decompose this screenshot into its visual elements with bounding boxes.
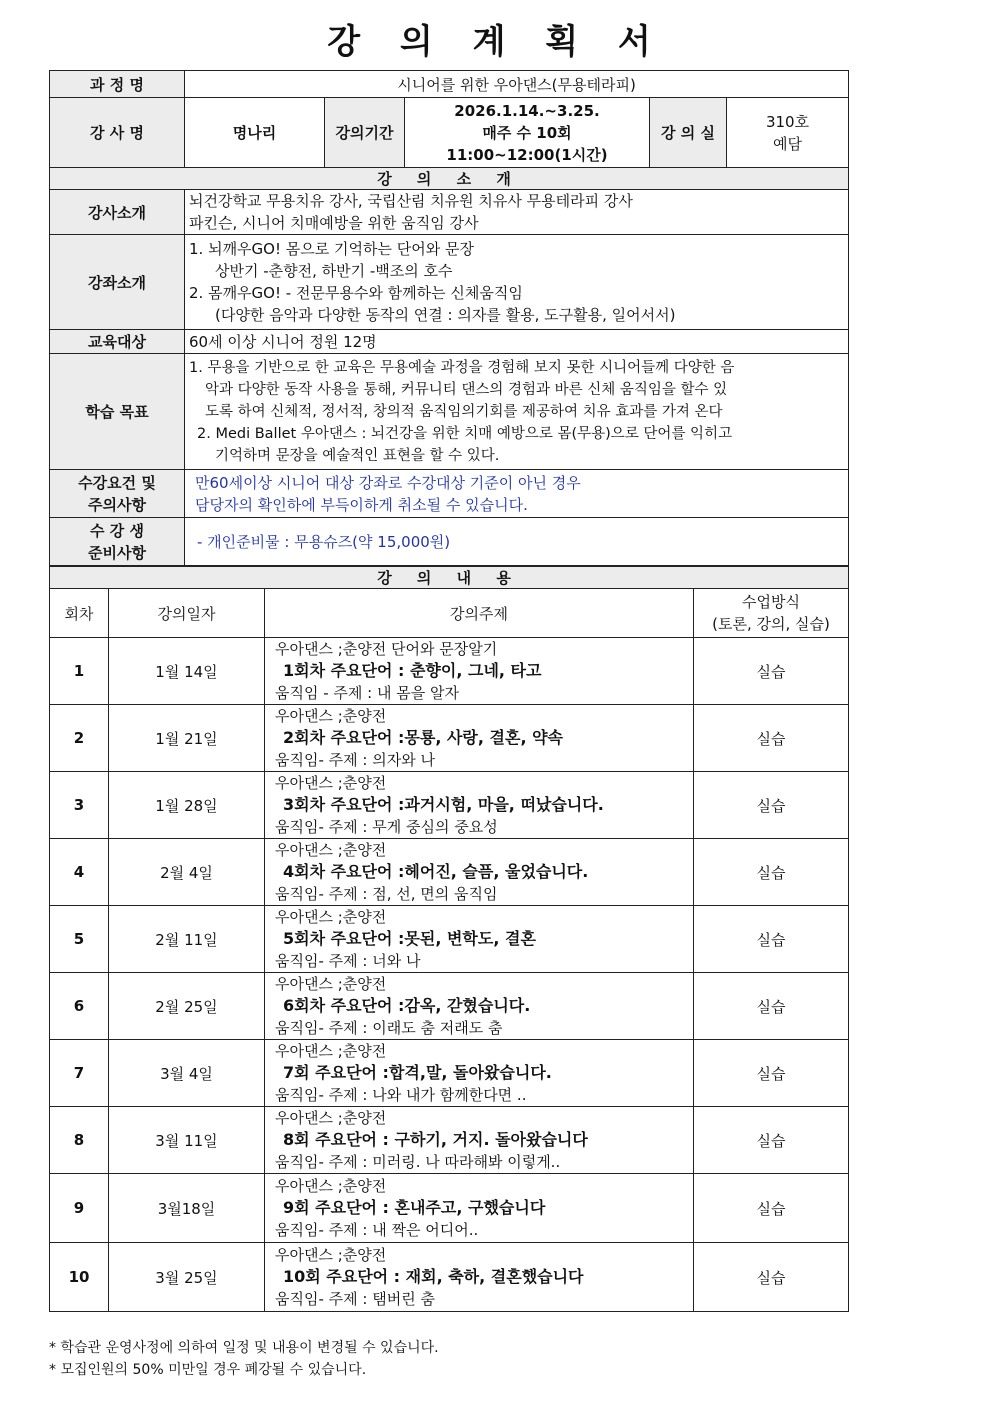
- period-value: [405, 98, 650, 168]
- schedule-row: [50, 1174, 849, 1243]
- session-date: 2월 11일: [109, 906, 265, 973]
- schedule-row: [50, 1243, 849, 1312]
- header-topic: 강의주제: [265, 589, 694, 638]
- topic-line: 우아댄스 ;춘양전: [275, 1177, 387, 1195]
- topic-movement: 움직임- 주제 : 무게 중심의 중요성: [275, 818, 498, 836]
- topic-movement: 움직임- 주제 : 미러링. 나 따라해봐 이렇게..: [275, 1153, 561, 1171]
- bio-line: 뇌건강학교 무용치유 강사, 국립산림 치유원 치유사 무용테라피 강사: [189, 192, 633, 210]
- session-method: 실습: [694, 705, 849, 772]
- lecture-line: 2. 몸깨우GO! - 전문무용수와 함께하는 신체움직임: [189, 284, 523, 302]
- topic-line: 우아댄스 ;춘양전 단어와 문장알기: [275, 640, 498, 658]
- goal-line: 기억하며 문장을 예술적인 표현을 할 수 있다.: [215, 447, 500, 464]
- room-name: 예담: [773, 134, 803, 153]
- target-value: 60세 이상 시니어 정원 12명: [185, 330, 849, 354]
- period-label: 강의기간: [325, 98, 405, 168]
- target-label: 교육대상: [50, 330, 185, 354]
- schedule-row: [50, 1107, 849, 1174]
- room-number: 310호: [765, 112, 810, 131]
- topic-movement: 움직임 - 주제 : 내 몸을 알자: [275, 684, 459, 702]
- session-date: 3월 4일: [109, 1040, 265, 1107]
- session-number: 3: [50, 772, 109, 839]
- session-number: 7: [50, 1040, 109, 1107]
- goal-line: 1. 무용을 기반으로 한 교육은 무용예술 과정을 경험해 보지 못한 시니어들께 다양한 음: [189, 359, 735, 376]
- schedule-row: [50, 906, 849, 973]
- course-name-value: 시니어를 위한 우아댄스(무용테라피): [185, 71, 849, 98]
- bio-label: 강사소개: [50, 190, 185, 235]
- goal-line: 도록 하여 신체적, 정서적, 창의적 움직임의기회를 제공하여 치유 효과를 가져 온다: [205, 403, 723, 420]
- session-method: 실습: [694, 1107, 849, 1174]
- topic-movement: 움직임- 주제 : 이래도 춤 저래도 춤: [275, 1019, 503, 1037]
- topic-keywords: 3회차 주요단어 :과거시험, 마을, 떠났습니다.: [283, 795, 604, 814]
- session-topic: [265, 1107, 694, 1174]
- topic-line: 우아댄스 ;춘양전: [275, 1246, 387, 1264]
- goal-line: 2. Medi Ballet 우아댄스 : 뇌건강을 위한 치매 예방으로 몸(무용)으로 단어를 익히고: [197, 425, 733, 442]
- header-session: 회차: [50, 589, 109, 638]
- goal-value: [185, 354, 849, 470]
- schedule-table: [49, 566, 849, 1312]
- document-title: 강 의 계 획 서: [327, 22, 665, 62]
- session-topic: [265, 705, 694, 772]
- topic-keywords: 6회차 주요단어 :감옥, 갇혔습니다.: [283, 996, 531, 1015]
- session-topic: [265, 1040, 694, 1107]
- period-time: 11:00~12:00(1시간): [446, 145, 608, 164]
- topic-line: 우아댄스 ;춘양전: [275, 1042, 387, 1060]
- topic-movement: 움직임- 주제 : 탬버린 춤: [275, 1290, 435, 1308]
- schedule-row: [50, 839, 849, 906]
- session-number: 10: [50, 1243, 109, 1312]
- preparation-label-line: 수 강 생: [90, 521, 144, 540]
- session-date: 1월 21일: [109, 705, 265, 772]
- topic-keywords: 2회차 주요단어 :몽룡, 사랑, 결혼, 약속: [283, 728, 564, 747]
- room-label: 강 의 실: [650, 98, 727, 168]
- session-date: 2월 25일: [109, 973, 265, 1040]
- topic-line: 우아댄스 ;춘양전: [275, 975, 387, 993]
- header-method: [694, 589, 849, 638]
- session-number: 1: [50, 638, 109, 705]
- lecture-intro-value: [185, 235, 849, 330]
- lecture-intro-label: 강좌소개: [50, 235, 185, 330]
- session-topic: [265, 772, 694, 839]
- requirements-value: [185, 470, 849, 518]
- session-method: 실습: [694, 906, 849, 973]
- footnote: * 모집인원의 50% 미만일 경우 폐강될 수 있습니다.: [49, 1362, 367, 1378]
- session-date: 1월 28일: [109, 772, 265, 839]
- session-method: 실습: [694, 1243, 849, 1312]
- requirements-line: 만60세이상 시니어 대상 강좌로 수강대상 기준이 아닌 경우: [195, 473, 581, 492]
- lecture-line: 상반기 -춘향전, 하반기 -백조의 호수: [215, 262, 453, 280]
- session-number: 2: [50, 705, 109, 772]
- session-number: 9: [50, 1174, 109, 1243]
- session-date: 3월 11일: [109, 1107, 265, 1174]
- requirements-label-line: 수강요건 및: [78, 473, 156, 492]
- session-topic: [265, 1174, 694, 1243]
- preparation-label: [50, 518, 185, 566]
- topic-keywords: 4회차 주요단어 :헤어진, 슬픔, 울었습니다.: [283, 862, 589, 881]
- schedule-row: [50, 638, 849, 705]
- period-dates: 2026.1.14.~3.25.: [454, 101, 600, 120]
- course-info-table: [49, 70, 849, 566]
- bio-value: [185, 190, 849, 235]
- instructor-value: 명나리: [185, 98, 325, 168]
- topic-keywords: 9회 주요단어 : 혼내주고, 구했습니다: [283, 1198, 546, 1217]
- topic-line: 우아댄스 ;춘양전: [275, 707, 387, 725]
- header-date: 강의일자: [109, 589, 265, 638]
- session-method: 실습: [694, 839, 849, 906]
- requirements-label-line: 주의사항: [88, 495, 146, 514]
- bio-line: 파킨슨, 시니어 치매예방을 위한 움직임 강사: [189, 214, 479, 232]
- session-method: 실습: [694, 973, 849, 1040]
- session-number: 8: [50, 1107, 109, 1174]
- session-date: 1월 14일: [109, 638, 265, 705]
- requirements-line: 담당자의 확인하에 부득이하게 취소될 수 있습니다.: [195, 495, 528, 514]
- session-method: 실습: [694, 772, 849, 839]
- schedule-row: [50, 973, 849, 1040]
- course-name-label: 과 정 명: [50, 71, 185, 98]
- footnotes: [49, 1337, 439, 1381]
- session-topic: [265, 1243, 694, 1312]
- session-topic: [265, 906, 694, 973]
- topic-line: 우아댄스 ;춘양전: [275, 841, 387, 859]
- session-number: 4: [50, 839, 109, 906]
- goal-line: 악과 다양한 동작 사용을 통해, 커뮤니티 댄스의 경험과 바른 신체 움직임을 할수 있: [205, 381, 728, 398]
- instructor-label: 강 사 명: [50, 98, 185, 168]
- session-method: 실습: [694, 1174, 849, 1243]
- lecture-line: 1. 뇌깨우GO! 몸으로 기억하는 단어와 문장: [189, 240, 474, 258]
- topic-keywords: 8회 주요단어 : 구하기, 거지. 돌아왔습니다: [283, 1130, 588, 1149]
- preparation-value: - 개인준비물 : 무용슈즈(약 15,000원): [185, 518, 849, 566]
- preparation-label-line: 준비사항: [88, 543, 146, 562]
- goal-label: 학습 목표: [50, 354, 185, 470]
- topic-movement: 움직임- 주제 : 의자와 나: [275, 751, 435, 769]
- schedule-row: [50, 772, 849, 839]
- topic-movement: 움직임- 주제 : 나와 내가 함께한다면 ..: [275, 1086, 527, 1104]
- session-date: 3월 25일: [109, 1243, 265, 1312]
- topic-keywords: 1회차 주요단어 : 춘향이, 그네, 타고: [283, 661, 542, 680]
- session-date: 2월 4일: [109, 839, 265, 906]
- schedule-band: 강 의 내 용: [50, 567, 849, 589]
- session-topic: [265, 638, 694, 705]
- topic-keywords: 7회 주요단어 :합격,말, 돌아왔습니다.: [283, 1063, 552, 1082]
- session-date: 3월18일: [109, 1174, 265, 1243]
- lecture-line: (다양한 음악과 다양한 동작의 연결 : 의자를 활용, 도구활용, 일어서서): [215, 306, 676, 324]
- intro-band: 강 의 소 개: [50, 168, 849, 190]
- topic-keywords: 10회 주요단어 : 재회, 축하, 결혼했습니다: [283, 1267, 584, 1286]
- topic-movement: 움직임- 주제 : 너와 나: [275, 952, 421, 970]
- session-method: 실습: [694, 1040, 849, 1107]
- topic-movement: 움직임- 주제 : 점, 선, 면의 움직임: [275, 885, 498, 903]
- session-number: 6: [50, 973, 109, 1040]
- session-topic: [265, 839, 694, 906]
- header-method-title: 수업방식: [742, 593, 800, 611]
- topic-line: 우아댄스 ;춘양전: [275, 774, 387, 792]
- header-method-options: (토론, 강의, 실습): [712, 615, 830, 633]
- topic-line: 우아댄스 ;춘양전: [275, 1109, 387, 1127]
- topic-movement: 움직임- 주제 : 내 짝은 어디어..: [275, 1221, 479, 1239]
- session-topic: [265, 973, 694, 1040]
- topic-keywords: 5회차 주요단어 :못된, 변학도, 결혼: [283, 929, 536, 948]
- topic-line: 우아댄스 ;춘양전: [275, 908, 387, 926]
- session-method: 실습: [694, 638, 849, 705]
- session-number: 5: [50, 906, 109, 973]
- room-value: [727, 98, 849, 168]
- requirements-label: [50, 470, 185, 518]
- schedule-row: [50, 1040, 849, 1107]
- schedule-row: [50, 705, 849, 772]
- footnote: * 학습관 운영사정에 의하여 일정 및 내용이 변경될 수 있습니다.: [49, 1340, 439, 1356]
- period-frequency: 매주 수 10회: [482, 123, 572, 142]
